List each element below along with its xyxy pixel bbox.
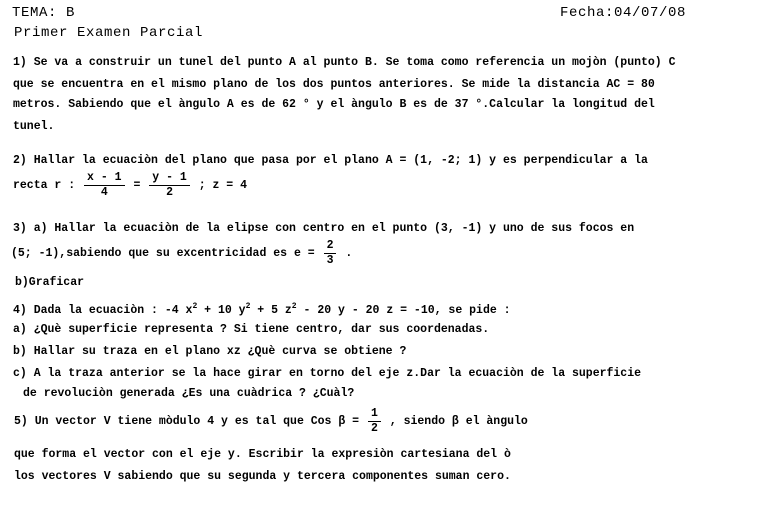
question-4-item-a: a) ¿Què superficie representa ? Si tiene centro, dar sus coordenadas. [13,323,490,336]
question-3-eccentricity [11,239,352,268]
question-1-line: tunel. [13,120,55,133]
question-5-line: que forma el vector con el eje y. Escribir la expresiòn cartesiana del ò [14,448,511,461]
question-2-equation [13,171,247,200]
equation-part: 4) Dada la ecuaciòn : -4 x [13,303,193,317]
exponent: 2 [291,302,297,311]
fraction-numerator: x - 1 [84,171,125,186]
equals-sign: = [133,179,141,192]
exam-title: Primer Examen Parcial [14,25,204,41]
fraction [149,171,190,200]
fraction [324,239,337,268]
fraction-numerator: y - 1 [149,171,190,186]
fraction [84,171,125,200]
equation-suffix: ; z = 4 [198,179,247,192]
question-1-line: 1) Se va a construir un tunel del punto A al punto B. Se toma como referencia un mojòn (punto) C [13,56,676,69]
question-5-statement [14,407,528,436]
fraction-numerator: 2 [324,239,337,254]
exponent: 2 [245,302,251,311]
fraction-numerator: 1 [368,407,381,422]
eccentricity-suffix: . [345,247,353,260]
equation-part: - 20 y - 20 z = -10, se pide : [296,303,511,317]
equation-part: + 10 y [197,303,246,317]
question-2-line: 2) Hallar la ecuaciòn del plano que pasa por el plano A = (1, -2; 1) y es perpendicular a la [13,154,648,167]
question-5-text: , siendo β el àngulo [389,415,528,428]
fraction-denominator: 4 [100,186,108,199]
exponent: 2 [192,302,198,311]
question-3-line: 3) a) Hallar la ecuaciòn de la elipse con centro en el punto (3, -1) y uno de sus focos en [13,222,635,235]
question-5-line: los vectores V sabiendo que su segunda y tercera componentes suman cero. [14,470,511,483]
question-1-line: metros. Sabiendo que el àngulo A es de 62 ° y el àngulo B es de 37 °.Calcular la longitud del [13,98,655,111]
fraction-denominator: 2 [370,422,378,435]
question-4-equation [13,302,511,317]
question-4-item-c-cont: de revoluciòn generada ¿Es una cuàdrica ? ¿Cuàl? [23,387,355,400]
exam-date: Fecha:04/07/08 [560,5,687,21]
question-4-item-c: c) A la traza anterior se la hace girar en torno del eje z.Dar la ecuaciòn de la superficie [13,367,642,380]
exam-topic: TEMA: B [12,5,76,21]
fraction-denominator: 3 [326,254,334,267]
eccentricity-text: (5; -1),sabiendo que su excentricidad es e = [11,247,315,260]
equation-part: + 5 z [250,303,292,317]
question-5-text: 5) Un vector V tiene mòdulo 4 y es tal que Cos β = [14,415,360,428]
question-1-line: que se encuentra en el mismo plano de los dos puntos anteriores. Se mide la distancia AC = 80 [13,78,655,91]
equation-prefix: recta r : [13,179,76,192]
fraction [368,407,381,436]
fraction-denominator: 2 [166,186,173,199]
question-3-line: b)Graficar [15,276,85,289]
question-4-item-b: b) Hallar su traza en el plano xz ¿Què curva se obtiene ? [13,345,407,358]
